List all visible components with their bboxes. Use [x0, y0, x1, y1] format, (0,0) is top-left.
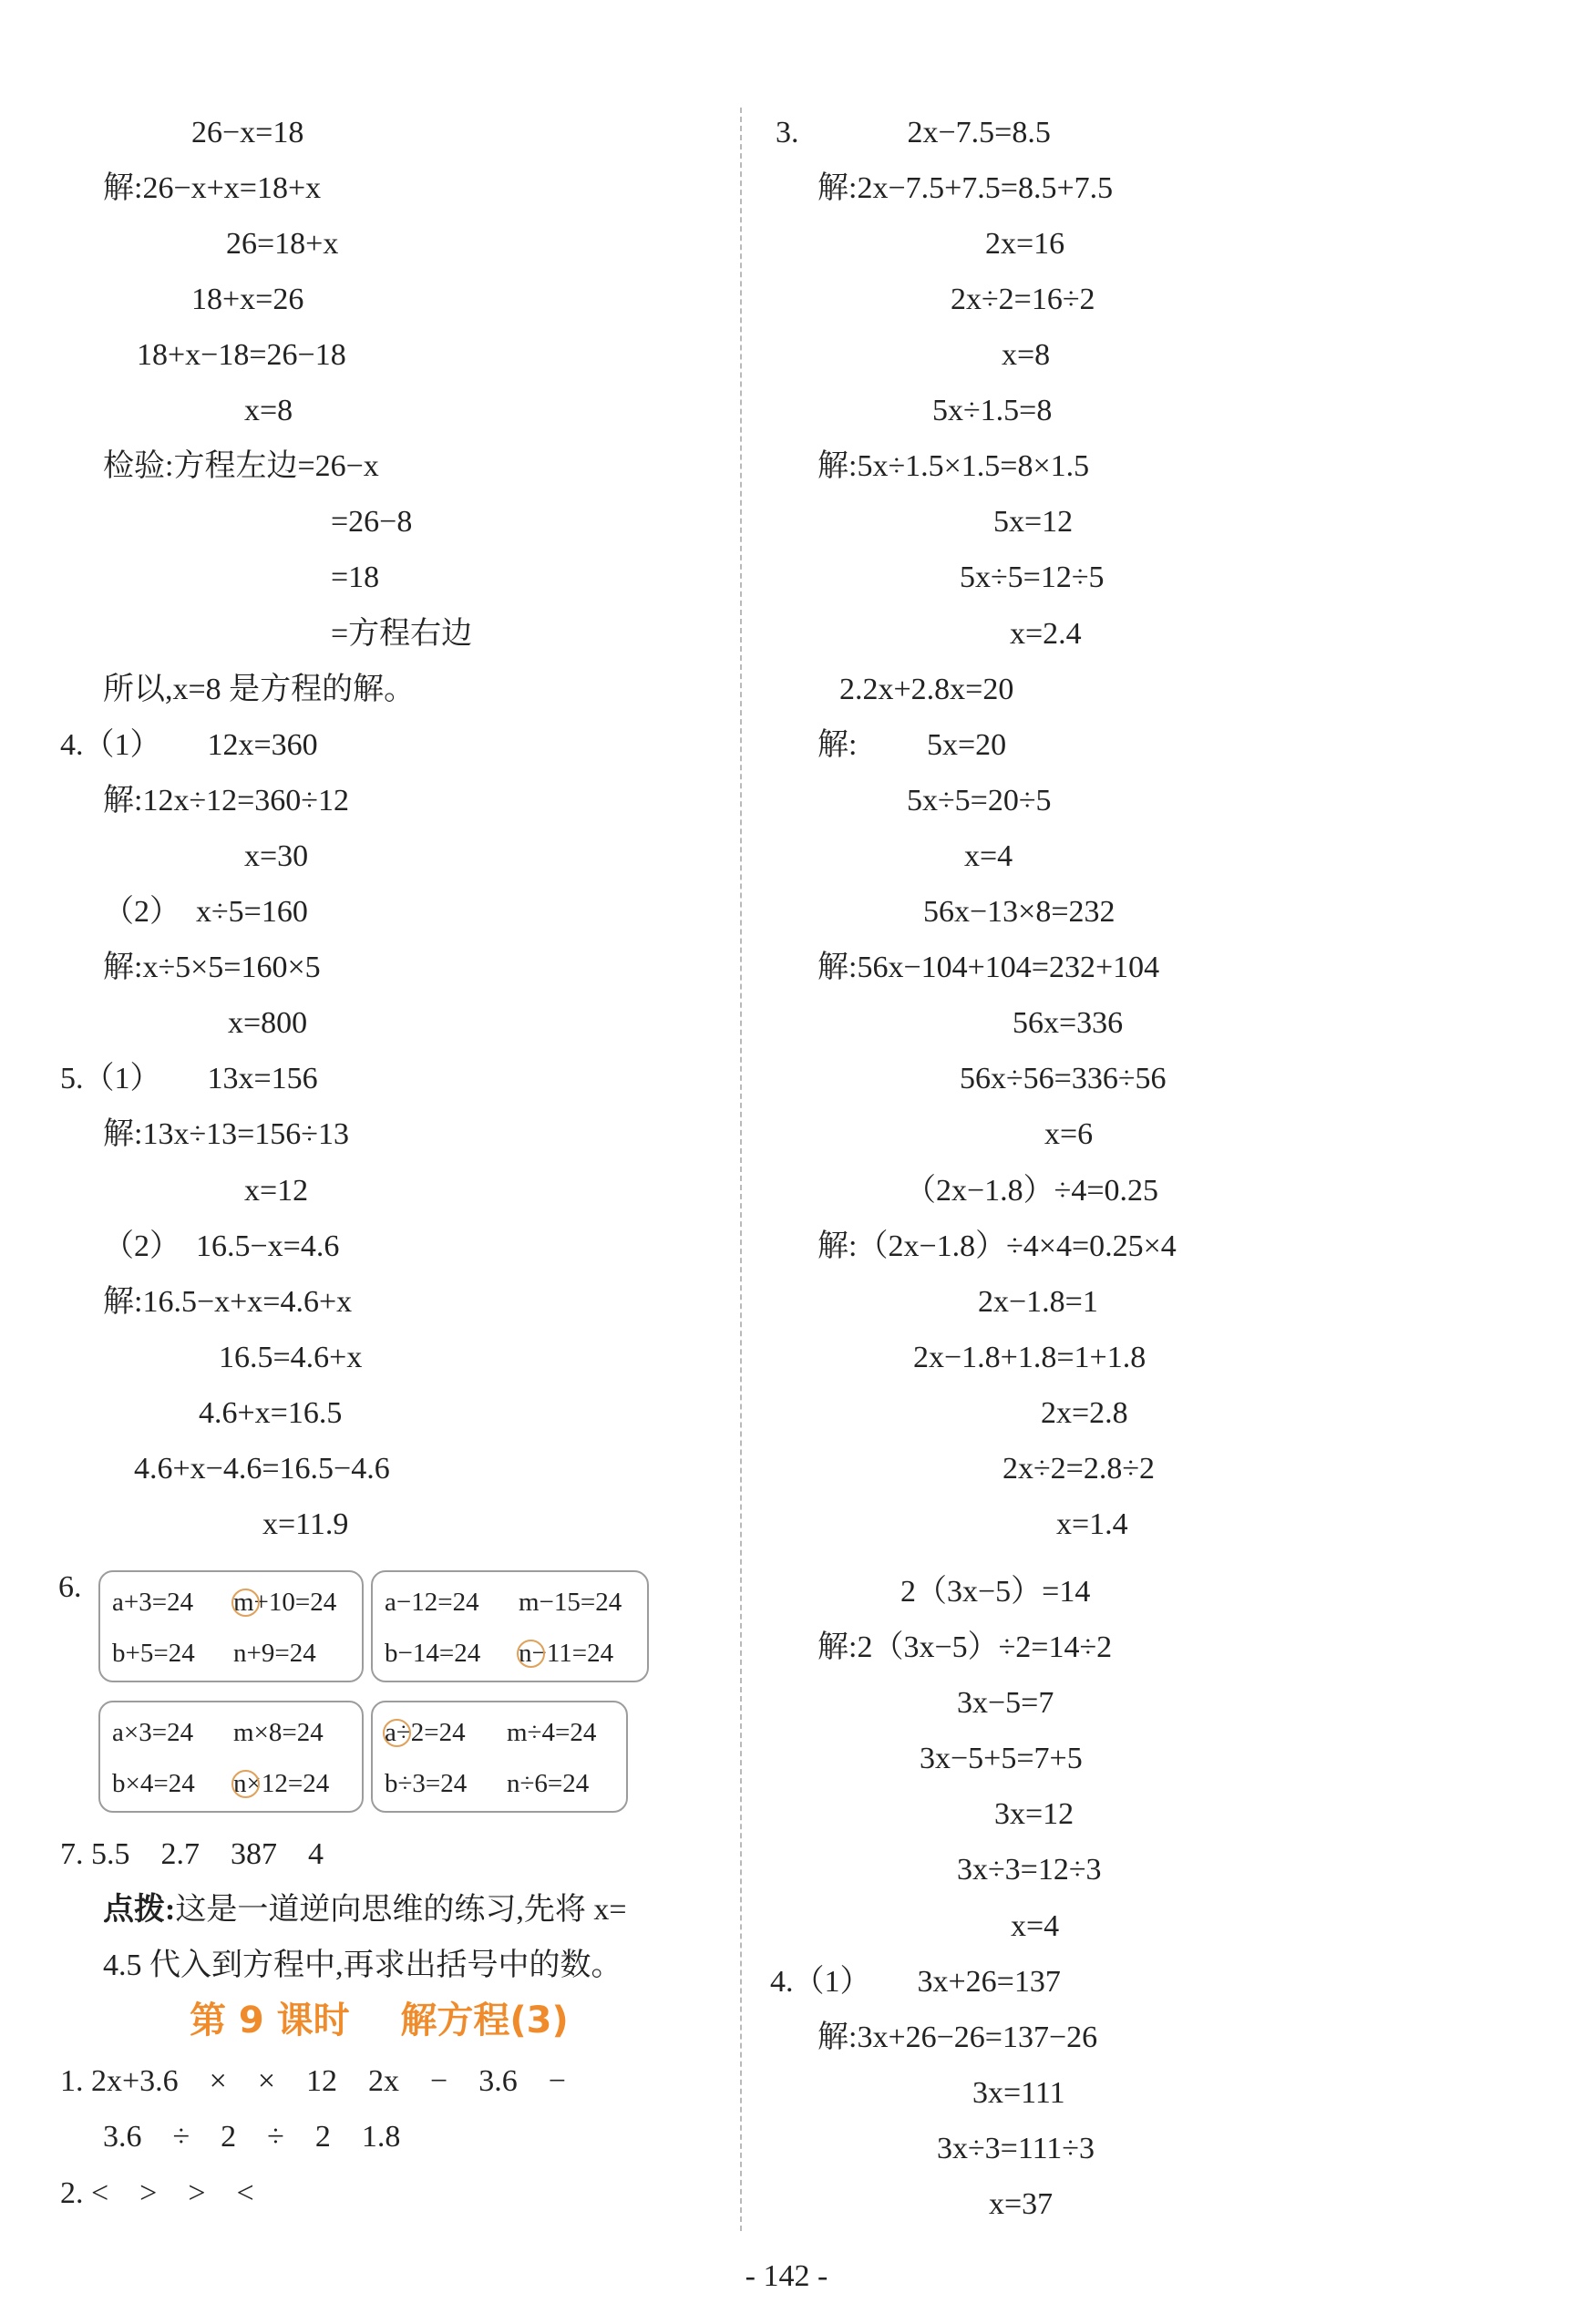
box-equation: b×4=24 — [112, 1769, 195, 1798]
solution-line: 解:26−x+x=18+x — [103, 171, 322, 205]
equation-line: 5x÷1.5=8 — [932, 394, 1053, 427]
answer-line: x=4 — [1011, 1909, 1060, 1943]
box-equation: b+5=24 — [112, 1639, 195, 1668]
solution-line: 解:16.5−x+x=4.6+x — [103, 1285, 353, 1319]
box-equation: n×12=24 — [233, 1769, 330, 1798]
solution-line: 解:12x÷12=360÷12 — [103, 784, 349, 818]
check-line: =26−8 — [331, 505, 413, 539]
solution-line: 解:2x−7.5+7.5=8.5+7.5 — [817, 171, 1114, 205]
answer-line: x=6 — [1044, 1117, 1094, 1151]
solution-line: 3x−5=7 — [957, 1686, 1054, 1720]
answer-line: x=11.9 — [262, 1507, 349, 1541]
box-equation: b−14=24 — [385, 1639, 481, 1668]
circle-mark — [383, 1719, 411, 1747]
question-1-answers-cont: 3.6 ÷ 2 ÷ 2 1.8 — [103, 2120, 401, 2154]
page-number: - 142 - — [745, 2259, 828, 2293]
solution-line: 3x÷3=12÷3 — [957, 1853, 1102, 1887]
answer-line: x=4 — [964, 839, 1013, 873]
column-divider — [740, 108, 742, 2231]
box-equation: a×3=24 — [112, 1718, 194, 1747]
solution-line: 解:x÷5×5=160×5 — [103, 951, 321, 984]
check-line: =方程右边 — [331, 617, 473, 651]
answer-line: x=37 — [989, 2187, 1054, 2221]
box-equation: n+9=24 — [233, 1639, 316, 1668]
hint-text: 这是一道逆向思维的练习,先将 x= — [175, 1893, 627, 1927]
solution-line: 4.6+x−4.6=16.5−4.6 — [134, 1452, 390, 1486]
circle-mark — [231, 1589, 260, 1617]
answer-line: x=8 — [244, 394, 293, 427]
solution-line: 2x÷2=16÷2 — [951, 283, 1095, 316]
equation-box — [371, 1570, 649, 1682]
question-5-part-2: （2） 16.5−x=4.6 — [103, 1229, 340, 1263]
check-line: =18 — [331, 560, 380, 594]
solution-line: 解:13x÷13=156÷13 — [103, 1117, 349, 1151]
box-equation: n÷6=24 — [507, 1769, 590, 1798]
conclusion-line: 所以,x=8 是方程的解。 — [103, 673, 416, 706]
equation-line: （2x−1.8）÷4=0.25 — [905, 1174, 1159, 1208]
solution-line: 2x=2.8 — [1041, 1396, 1128, 1430]
box-equation: m−15=24 — [519, 1588, 622, 1617]
hint-line-2: 4.5 代入到方程中,再求出括号中的数。 — [103, 1949, 622, 1982]
question-1-answers: 1. 2x+3.6 × × 12 2x − 3.6 − — [60, 2064, 566, 2098]
question-6-label: 6. — [58, 1570, 82, 1604]
equation-line: 2（3x−5）=14 — [900, 1575, 1091, 1609]
solution-line: 5x=12 — [993, 505, 1074, 539]
question-4-part-1: 4.（1） 3x+26=137 — [770, 1965, 1061, 1999]
question-4-part-1: 4.（1） 12x=360 — [60, 728, 318, 762]
box-equation: m×8=24 — [233, 1718, 324, 1747]
solution-line: 3x=111 — [972, 2076, 1065, 2110]
question-3-label: 3. 2x−7.5=8.5 — [776, 116, 1051, 149]
circle-mark — [231, 1770, 260, 1798]
solution-line: 18+x=26 — [191, 283, 304, 316]
question-5-part-1: 5.（1） 13x=156 — [60, 1062, 318, 1095]
answer-line: x=30 — [244, 839, 309, 873]
box-equation: a+3=24 — [112, 1588, 194, 1617]
hint-label: 点拨: — [103, 1893, 176, 1927]
solution-line: 解:2（3x−5）÷2=14÷2 — [817, 1630, 1113, 1664]
equation-box — [98, 1570, 364, 1682]
lesson-title: 第 9 课时 解方程(3) — [190, 2000, 569, 2041]
answer-line: x=12 — [244, 1174, 309, 1208]
solution-line: 2x=16 — [985, 227, 1065, 261]
box-equation: m÷4=24 — [507, 1718, 597, 1747]
box-equation: m+10=24 — [233, 1588, 337, 1617]
solution-line: 3x÷3=111÷3 — [937, 2132, 1095, 2165]
solution-line: 2x÷2=2.8÷2 — [1002, 1452, 1155, 1486]
box-equation: n−11=24 — [519, 1639, 614, 1668]
question-2-answers: 2. < > > < — [60, 2176, 254, 2210]
box-equation: b÷3=24 — [385, 1769, 468, 1798]
equation-line: 2.2x+2.8x=20 — [839, 673, 1014, 706]
solution-line: 3x−5+5=7+5 — [920, 1742, 1083, 1775]
question-4-part-2: （2） x÷5=160 — [103, 895, 308, 929]
solution-line: 26=18+x — [226, 227, 339, 261]
answer-line: x=2.4 — [1010, 617, 1082, 651]
solution-line: 4.6+x=16.5 — [199, 1396, 343, 1430]
solution-line: 2x−1.8=1 — [978, 1285, 1098, 1319]
answer-line: x=8 — [1002, 338, 1051, 372]
answer-line: x=800 — [228, 1006, 308, 1040]
hint-line — [103, 1892, 627, 1928]
solution-line: 解:3x+26−26=137−26 — [817, 2021, 1098, 2054]
solution-line: 56x÷56=336÷56 — [960, 1062, 1167, 1095]
solution-line: 56x=336 — [1013, 1006, 1124, 1040]
box-equation: a−12=24 — [385, 1588, 479, 1617]
question-7-answers: 7. 5.5 2.7 387 4 — [60, 1837, 324, 1871]
solution-line: 解: 5x=20 — [817, 728, 1007, 762]
equation-box — [98, 1701, 364, 1813]
solution-line: 解:56x−104+104=232+104 — [817, 951, 1160, 984]
equation-box — [371, 1701, 628, 1813]
equation-line: 26−x=18 — [191, 116, 304, 149]
circle-mark — [517, 1640, 545, 1668]
check-line: 检验:方程左边=26−x — [103, 449, 379, 483]
solution-line: 解:（2x−1.8）÷4×4=0.25×4 — [817, 1229, 1177, 1263]
solution-line: 16.5=4.6+x — [219, 1341, 363, 1374]
solution-line: 3x=12 — [994, 1797, 1074, 1831]
answer-line: x=1.4 — [1056, 1507, 1128, 1541]
solution-line: 2x−1.8+1.8=1+1.8 — [913, 1341, 1146, 1374]
solution-line: 18+x−18=26−18 — [137, 338, 346, 372]
equation-line: 56x−13×8=232 — [923, 895, 1115, 929]
solution-line: 5x÷5=20÷5 — [907, 784, 1052, 818]
box-equation: a÷2=24 — [385, 1718, 466, 1747]
solution-line: 解:5x÷1.5×1.5=8×1.5 — [817, 449, 1090, 483]
solution-line: 5x÷5=12÷5 — [960, 560, 1105, 594]
